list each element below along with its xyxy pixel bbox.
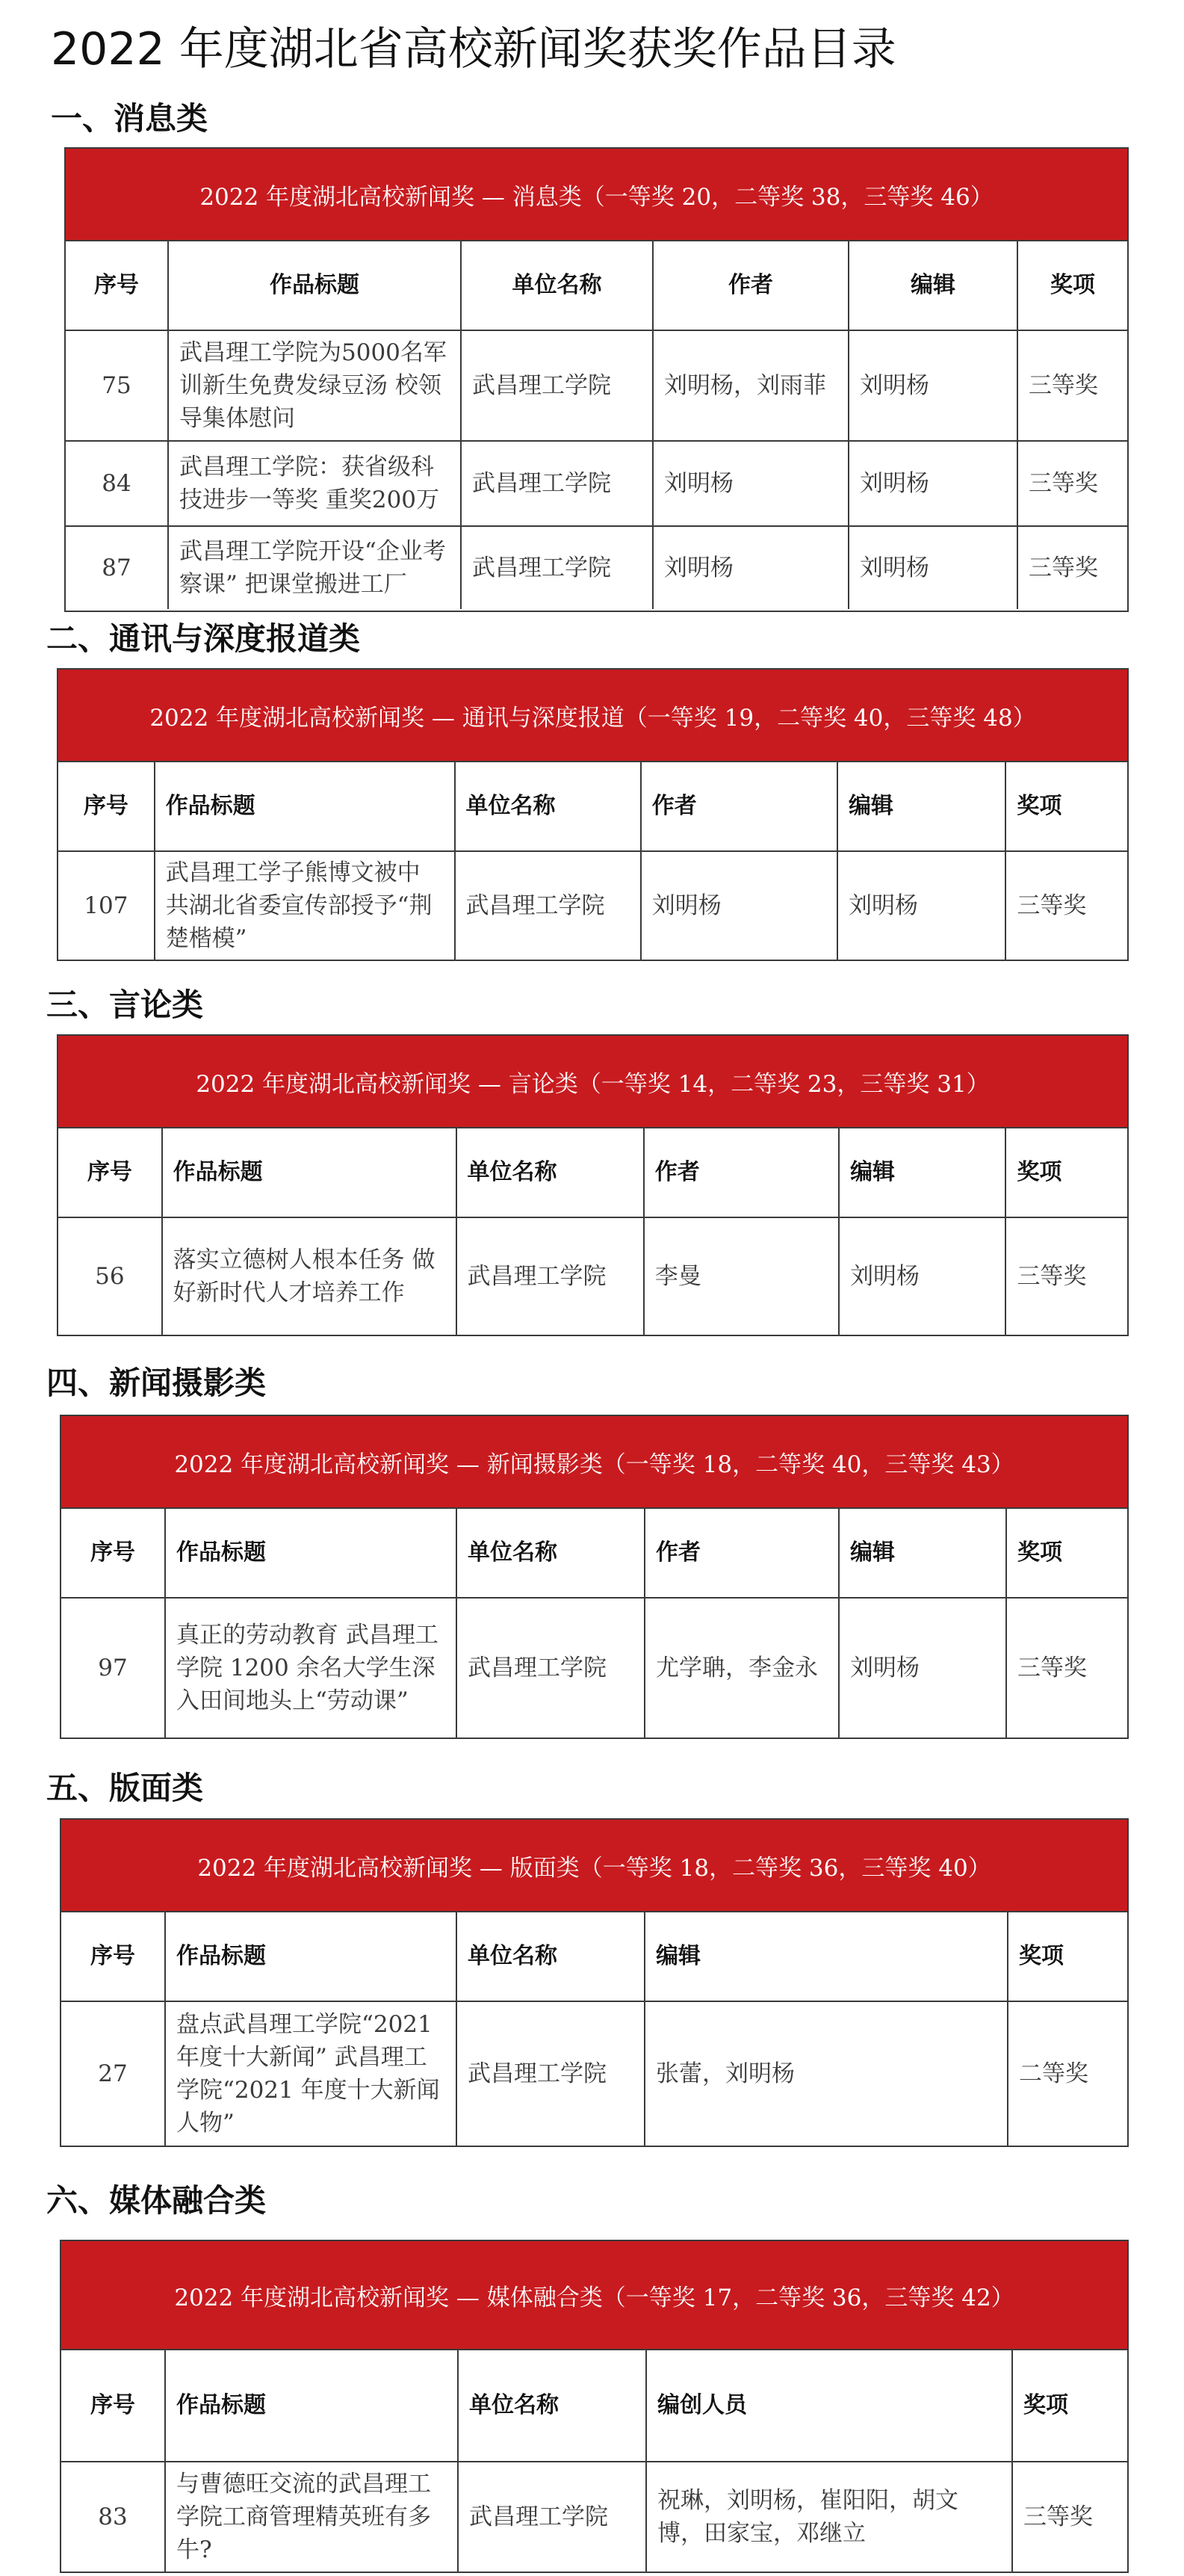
header-editor: 编辑 <box>840 1128 1006 1217</box>
table-banner: 2022 年度湖北高校新闻奖 — 言论类（一等奖 14，二等奖 23，三等奖 31） <box>58 1036 1127 1128</box>
header-title: 作品标题 <box>163 1128 457 1217</box>
header-title: 作品标题 <box>166 1912 457 2001</box>
header-index: 序号 <box>58 762 155 850</box>
row-unit: 武昌理工学院 <box>457 2002 645 2146</box>
header-unit: 单位名称 <box>456 762 642 850</box>
row-author: 刘明杨，刘雨菲 <box>654 331 849 440</box>
row-author: 尤学聃，李金永 <box>645 1599 840 1738</box>
header-editor: 编辑 <box>645 1912 1008 2001</box>
table-layout <box>60 1818 1129 2147</box>
section-heading-photography: 四、新闻摄影类 <box>46 1365 267 1401</box>
row-title: 与曹德旺交流的武昌理工学院工商管理精英班有多牛? <box>166 2462 459 2572</box>
header-index: 序号 <box>61 1912 166 2001</box>
row-author: 刘明杨 <box>654 527 849 609</box>
section-heading-features: 二、通讯与深度报道类 <box>46 620 361 657</box>
table-row <box>58 1218 1127 1335</box>
section-heading-opinion: 三、言论类 <box>46 986 204 1023</box>
table-row <box>66 331 1127 440</box>
header-author: 作者 <box>642 762 838 850</box>
row-title: 武昌理工学子熊博文被中共湖北省委宣传部授予“荆楚楷模” <box>155 852 456 960</box>
header-index: 序号 <box>66 241 169 330</box>
table-row <box>61 1599 1127 1738</box>
section-heading-news: 一、消息类 <box>51 100 208 137</box>
header-author: 作者 <box>645 1509 840 1597</box>
table-row <box>61 2002 1127 2146</box>
row-award: 三等奖 <box>1029 469 1098 497</box>
row-unit: 武昌理工学院 <box>462 331 654 440</box>
table-banner: 2022 年度湖北高校新闻奖 — 媒体融合类（一等奖 17，二等奖 36，三等奖 42） <box>61 2241 1127 2350</box>
page-title: 2022 年度湖北省高校新闻奖获奖作品目录 <box>51 23 896 75</box>
header-unit: 单位名称 <box>457 1509 645 1597</box>
row-unit: 武昌理工学院 <box>459 2462 647 2572</box>
row-editor: 张蕾，刘明杨 <box>645 2002 1008 2146</box>
table-news <box>64 147 1129 612</box>
row-unit: 武昌理工学院 <box>457 1599 645 1738</box>
section-heading-media-fusion: 六、媒体融合类 <box>46 2182 267 2219</box>
row-index: 84 <box>66 442 169 525</box>
row-unit: 武昌理工学院 <box>462 527 654 609</box>
header-editor: 编辑 <box>840 1509 1007 1597</box>
header-award: 奖项 <box>1017 1158 1062 1185</box>
header-author: 作者 <box>645 1128 840 1217</box>
row-unit: 武昌理工学院 <box>462 442 654 525</box>
row-title: 武昌理工学院为5000名军训新生免费发绿豆汤 校领导集体慰问 <box>169 331 462 440</box>
row-award: 二等奖 <box>1019 2060 1088 2087</box>
row-award: 三等奖 <box>1017 1654 1087 1681</box>
table-banner: 2022 年度湖北高校新闻奖 — 版面类（一等奖 18，二等奖 36，三等奖 40） <box>61 1820 1127 1912</box>
table-row <box>66 525 1127 609</box>
row-index: 75 <box>66 331 169 440</box>
row-editor: 刘明杨 <box>840 1599 1007 1738</box>
header-award: 奖项 <box>1017 1539 1062 1566</box>
row-award: 三等奖 <box>1029 371 1098 399</box>
header-title: 作品标题 <box>166 2350 459 2461</box>
header-award: 奖项 <box>1023 2391 1068 2418</box>
header-index: 序号 <box>61 1509 166 1597</box>
row-award: 三等奖 <box>1029 554 1098 581</box>
table-banner: 2022 年度湖北高校新闻奖 — 消息类（一等奖 20，二等奖 38，三等奖 46） <box>66 149 1127 241</box>
row-unit: 武昌理工学院 <box>457 1218 645 1335</box>
header-title: 作品标题 <box>166 1509 457 1597</box>
header-unit: 单位名称 <box>457 1128 645 1217</box>
table-banner: 2022 年度湖北高校新闻奖 — 通讯与深度报道（一等奖 19，二等奖 40，三等奖 48） <box>58 670 1127 762</box>
header-editor: 编辑 <box>849 241 1018 330</box>
header-unit: 单位名称 <box>457 1912 645 2001</box>
table-row <box>58 852 1127 960</box>
row-award: 三等奖 <box>1017 1262 1087 1290</box>
table-row <box>66 440 1127 525</box>
header-title: 作品标题 <box>169 241 462 330</box>
section-heading-layout: 五、版面类 <box>46 1770 204 1806</box>
row-award: 三等奖 <box>1023 2503 1093 2530</box>
row-index: 56 <box>58 1218 163 1335</box>
row-author: 刘明杨 <box>654 442 849 525</box>
table-media-fusion <box>60 2240 1129 2573</box>
row-editor: 刘明杨 <box>838 852 1006 960</box>
row-title: 真正的劳动教育 武昌理工学院 1200 余名大学生深入田间地头上“劳动课” <box>166 1599 457 1738</box>
row-creators: 祝琳，刘明杨，崔阳阳，胡文博，田家宝，邓继立 <box>647 2462 1013 2572</box>
header-editor: 编辑 <box>838 762 1006 850</box>
table-banner: 2022 年度湖北高校新闻奖 — 新闻摄影类（一等奖 18，二等奖 40，三等奖 43） <box>61 1416 1127 1509</box>
header-creators: 编创人员 <box>647 2350 1013 2461</box>
row-author: 刘明杨 <box>642 852 838 960</box>
header-author: 作者 <box>654 241 849 330</box>
header-unit: 单位名称 <box>462 241 654 330</box>
table-opinion <box>57 1034 1129 1336</box>
row-unit: 武昌理工学院 <box>456 852 642 960</box>
table-photography <box>60 1415 1129 1739</box>
row-index: 97 <box>61 1599 166 1738</box>
row-title: 武昌理工学院：获省级科技进步一等奖 重奖200万 <box>169 442 462 525</box>
row-index: 87 <box>66 527 169 609</box>
header-title: 作品标题 <box>155 762 456 850</box>
row-index: 107 <box>58 852 155 960</box>
header-award: 奖项 <box>1017 792 1062 819</box>
row-title: 盘点武昌理工学院“2021年度十大新闻” 武昌理工学院“2021 年度十大新闻人物” <box>166 2002 457 2146</box>
row-index: 27 <box>61 2002 166 2146</box>
row-author: 李曼 <box>645 1218 840 1335</box>
row-index: 83 <box>61 2462 166 2572</box>
row-editor: 刘明杨 <box>849 442 1018 525</box>
row-editor: 刘明杨 <box>849 527 1018 609</box>
row-editor: 刘明杨 <box>849 331 1018 440</box>
header-award: 奖项 <box>1019 1942 1064 1969</box>
table-row <box>61 2462 1127 2572</box>
row-title: 武昌理工学院开设“企业考察课” 把课堂搬进工厂 <box>169 527 462 609</box>
row-award: 三等奖 <box>1017 892 1087 919</box>
header-index: 序号 <box>61 2350 166 2461</box>
header-index: 序号 <box>58 1128 163 1217</box>
header-unit: 单位名称 <box>459 2350 647 2461</box>
table-features <box>57 668 1129 961</box>
row-editor: 刘明杨 <box>840 1218 1006 1335</box>
header-award: 奖项 <box>1050 271 1095 298</box>
row-title: 落实立德树人根本任务 做好新时代人才培养工作 <box>163 1218 457 1335</box>
